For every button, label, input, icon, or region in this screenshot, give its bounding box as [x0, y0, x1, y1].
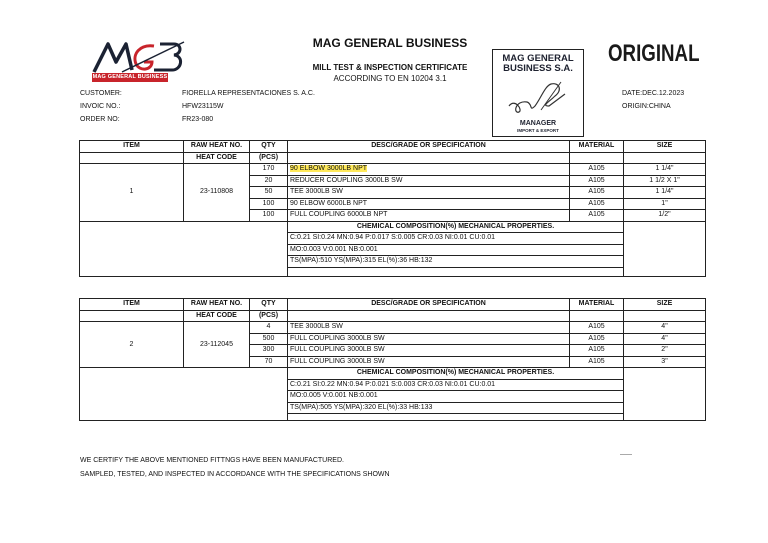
table-row: 50 TEE 3000LB SW A105 1 1/4": [80, 187, 706, 199]
company-name: MAG GENERAL BUSINESS: [312, 36, 468, 50]
customer-value: FIORELLA REPRESENTACIONES S. A.C.: [182, 90, 315, 97]
col-material: MATERIAL: [570, 299, 624, 311]
col-pcs: (PCS): [250, 152, 288, 164]
chem-title: CHEMICAL COMPOSITION(%) MECHANICAL PROPERTIES.: [288, 221, 624, 233]
col-qty: QTY: [250, 141, 288, 153]
table-row: 100 90 ELBOW 6000LB NPT A105 1": [80, 198, 706, 210]
certification-line-2: SAMPLED, TESTED, AND INSPECTED IN ACCORDANCE WITH THE SPECIFICATIONS SHOWN: [80, 471, 390, 478]
order-label: ORDER NO:: [80, 116, 120, 123]
company-stamp: [492, 49, 584, 137]
table-row: 500 FULL COUPLING 3000LB SW A105 4": [80, 333, 706, 345]
item-number: 2: [80, 322, 184, 368]
company-logo: [92, 40, 186, 86]
table-row: 2 23-112045 4 TEE 3000LB SW A105 4": [80, 322, 706, 334]
stamp-title: MANAGER: [519, 120, 557, 127]
certification-line-1: WE CERTIFY THE ABOVE MENTIONED FITTNGS HAVE BEEN MANUFACTURED.: [80, 457, 344, 464]
col-desc: DESC/GRADE OR SPECIFICATION: [288, 299, 570, 311]
chem-line: MO:0.003 V:0.001 NB:0.001: [288, 244, 624, 256]
customer-label: CUSTOMER:: [80, 90, 122, 97]
col-pcs: (PCS): [250, 310, 288, 322]
chem-line: TS(MPA):505 YS(MPA):320 EL(%):33 HB:133: [288, 402, 624, 414]
invoice-label: INVOIC NO.:: [80, 103, 121, 110]
col-qty: QTY: [250, 299, 288, 311]
stamp-dept: IMPORT & EXPORT: [517, 128, 559, 133]
item-number: 1: [80, 164, 184, 222]
invoice-value: HFW23115W: [182, 103, 224, 110]
chem-line: C:0.21 SI:0.22 MN:0.94 P:0.021 S:0.003 CR:0.03 NI:0.01 CU:0.01: [288, 379, 624, 391]
col-size: SIZE: [624, 299, 706, 311]
col-desc: DESC/GRADE OR SPECIFICATION: [288, 141, 570, 153]
highlighted-desc: 90 ELBOW 3000LB NPT: [290, 165, 368, 173]
col-item: ITEM: [80, 299, 184, 311]
table-row: 300 FULL COUPLING 3000LB SW A105 2": [80, 345, 706, 357]
date-value: DATE:DEC.12.2023: [622, 90, 685, 97]
item-table-2: [79, 298, 706, 421]
col-raw-heat: RAW HEAT NO.: [184, 141, 250, 153]
col-heat-code: HEAT CODE: [184, 310, 250, 322]
signature-icon: [505, 76, 571, 118]
stamp-company-name: MAG GENERAL BUSINESS S.A.: [502, 53, 574, 74]
col-size: SIZE: [624, 141, 706, 153]
origin-value: ORIGIN:CHINA: [622, 103, 671, 110]
original-mark: ORIGINAL: [608, 40, 700, 67]
chem-line: MO:0.005 V:0.001 NB:0.001: [288, 391, 624, 403]
item-table-1: [79, 140, 706, 277]
certificate-title: MILL TEST & INSPECTION CERTIFICATE: [312, 63, 468, 72]
heat-number: 23-110808: [184, 164, 250, 222]
certificate-subtitle: ACCORDING TO EN 10204 3.1: [333, 74, 447, 83]
table-row: 20 REDUCER COUPLING 3000LB SW A105 1 1/2 X 1": [80, 175, 706, 187]
col-item: ITEM: [80, 141, 184, 153]
chem-line: C:0.21 SI:0.24 MN:0.94 P:0.017 S:0.005 CR:0.03 NI:0.01 CU:0.01: [288, 233, 624, 245]
mgb-logo-icon: [92, 40, 186, 74]
table-row: 70 FULL COUPLING 3000LB SW A105 3": [80, 356, 706, 368]
heat-number: 23-112045: [184, 322, 250, 368]
divider: [620, 454, 632, 455]
order-value: FR23-080: [182, 116, 214, 123]
chem-line: TS(MPA):510 YS(MPA):315 EL(%):36 HB:132: [288, 256, 624, 268]
table-row: 1 23-110808 170 90 ELBOW 3000LB NPT A105 1 1/4": [80, 164, 706, 176]
table-row: 100 FULL COUPLING 6000LB NPT A105 1/2": [80, 210, 706, 222]
logo-caption: MAG GENERAL BUSINESS: [92, 74, 168, 80]
col-material: MATERIAL: [570, 141, 624, 153]
col-heat-code: HEAT CODE: [184, 152, 250, 164]
chem-title: CHEMICAL COMPOSITION(%) MECHANICAL PROPERTIES.: [288, 368, 624, 380]
col-raw-heat: RAW HEAT NO.: [184, 299, 250, 311]
